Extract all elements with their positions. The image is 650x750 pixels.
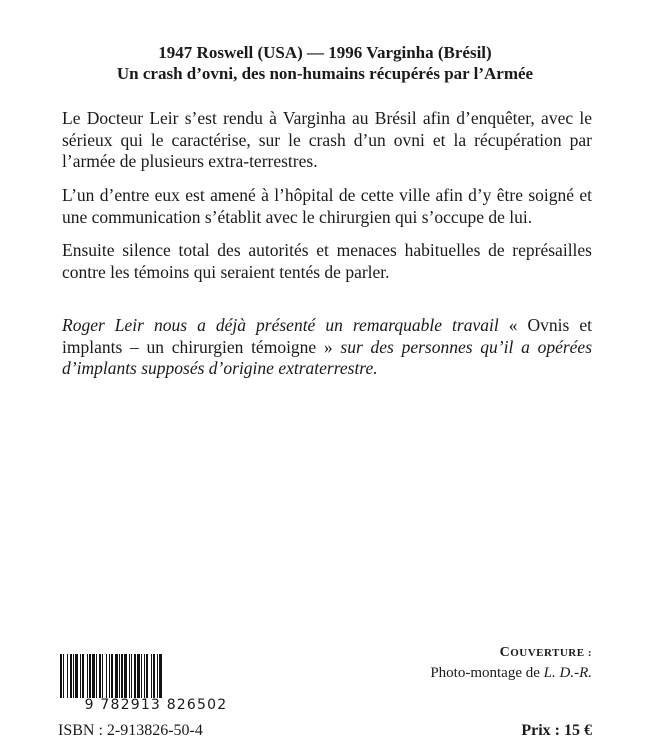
barcode-bar — [159, 654, 162, 702]
barcode-bar — [73, 654, 74, 702]
author-note-paragraph — [62, 315, 592, 380]
isbn-number: ISBN : 2-913826-50-4 — [58, 722, 203, 739]
barcode — [58, 654, 254, 713]
summary-paragraph-1: Le Docteur Leir s’est rendu à Varginha au Brésil afin d’enquêter, avec le sérieux qui le caractérise, sur le crash d’un ovni et la récupération par l’armée de plusieurs extra-terrestres. — [62, 108, 592, 171]
cover-credit-prefix: Photo-montage de — [430, 665, 544, 681]
title-line-2: Un crash d’ovni, des non-humains récupérés par l’Armée — [116, 64, 534, 83]
barcode-bar — [82, 654, 84, 702]
barcode-bar — [134, 654, 136, 702]
cover-label-first-letter: C — [499, 645, 511, 660]
cover-credit-block — [430, 643, 592, 683]
barcode-bar — [67, 654, 68, 702]
barcode-bar — [121, 654, 123, 702]
barcode-bar — [109, 654, 110, 702]
barcode-bar — [60, 654, 62, 702]
barcode-bar — [63, 654, 64, 702]
barcode-bar — [92, 654, 95, 702]
barcode-bar — [80, 654, 81, 702]
summary-paragraph-3: Ensuite silence total des autorités et menaces habituelles de représailles contre les témoins qui seraient tentés de parler. — [62, 240, 592, 282]
cover-credit-name: L. D.-R. — [543, 665, 592, 681]
barcode-bar — [96, 654, 97, 702]
barcode-bar — [87, 654, 88, 702]
price: Prix : 15 € — [521, 722, 592, 739]
barcode-bar — [151, 654, 152, 702]
barcode-bar — [144, 654, 145, 702]
barcode-bar — [137, 654, 140, 702]
barcode-bars — [58, 654, 254, 702]
cover-label — [430, 643, 592, 663]
author-note-text-1: Roger Leir nous a déjà présenté un remarquable travail — [62, 315, 509, 335]
barcode-bar — [157, 654, 158, 702]
book-title: « Ovnis et implants – un chirurgien témoigne » — [62, 315, 592, 357]
barcode-bar — [115, 654, 118, 702]
barcode-bar — [75, 654, 78, 702]
barcode-bar — [119, 654, 120, 702]
barcode-bar — [129, 654, 130, 702]
title-line-1: 1947 Roswell (USA) — 1996 Varginha (Brésil) — [158, 43, 492, 62]
barcode-bar — [111, 654, 113, 702]
cover-credit-line — [430, 663, 592, 683]
barcode-bar — [124, 654, 127, 702]
cover-label-rest: OUVERTURE : — [510, 647, 592, 659]
barcode-bar — [146, 654, 148, 702]
barcode-bar — [131, 654, 132, 702]
author-note-text-2: sur des personnes qu’il a opérées d’implants supposés d’origine extraterrestre. — [62, 336, 592, 378]
barcode-digits: 9 782913 826502 — [58, 698, 254, 712]
summary-paragraph-2: L’un d’entre eux est amené à l’hôpital de cette ville afin d’y être soigné et une communication s’établit avec le chirurgien qui s’occupe de lui. — [62, 185, 592, 227]
barcode-bar — [153, 654, 155, 702]
barcode-bar — [141, 654, 142, 702]
barcode-bar — [89, 654, 91, 702]
barcode-bar — [70, 654, 72, 702]
barcode-bar — [106, 654, 107, 702]
barcode-bar — [102, 654, 103, 702]
barcode-bar — [99, 654, 101, 702]
